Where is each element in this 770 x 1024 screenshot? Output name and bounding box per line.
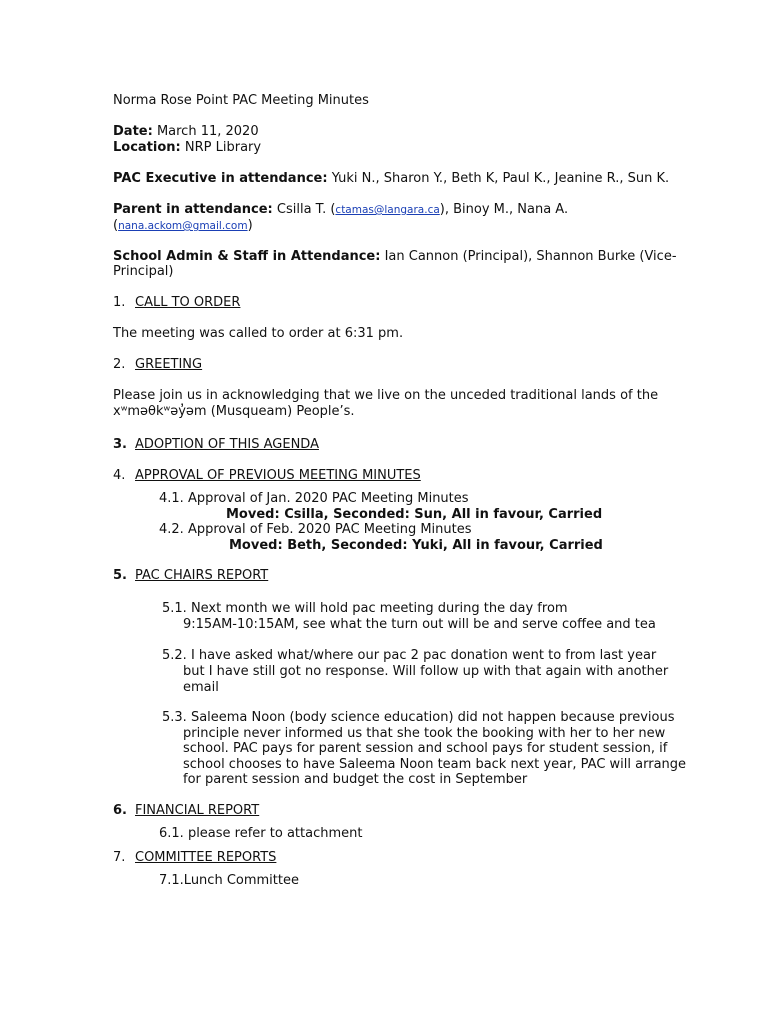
executive-value: Yuki N., Sharon Y., Beth K, Paul K., Jeanine R., Sun K. (331, 171, 670, 186)
staff-value: Ian Cannon (Principal), Shannon Burke (Vice- (384, 249, 677, 264)
list-item-5-3-cont: principle never informed us that she took the booking with her to her new (183, 726, 666, 741)
section-title: APPROVAL OF PREVIOUS MEETING MINUTES (135, 468, 421, 483)
section-title: GREETING (135, 357, 203, 372)
list-item-4-2: 4.2. Approval of Feb. 2020 PAC Meeting Minutes (159, 522, 472, 537)
staff-label: School Admin & Staff in Attendance: (113, 249, 381, 264)
section-number: 1. (113, 295, 126, 310)
motion-4-1: Moved: Csilla, Seconded: Sun, All in favour, Carried (226, 507, 603, 522)
staff-line (113, 249, 677, 265)
section-number: 7. (113, 850, 126, 865)
date-label: Date: (113, 124, 153, 139)
parent-rest: ), Binoy M., Nana A. (439, 202, 569, 217)
executive-label: PAC Executive in attendance: (113, 171, 328, 186)
section-title: COMMITTEE REPORTS (135, 850, 277, 865)
list-item-6-1: 6.1. please refer to attachment (159, 826, 363, 841)
document-title: Norma Rose Point PAC Meeting Minutes (113, 93, 369, 108)
section-number: 5. (113, 568, 127, 583)
email-link-nana[interactable]: nana.ackom@gmail.com (118, 220, 248, 232)
section-title: FINANCIAL REPORT (135, 803, 260, 818)
motion-4-2: Moved: Beth, Seconded: Yuki, All in favour, Carried (229, 538, 603, 553)
list-item-5-3-cont: for parent session and budget the cost in September (183, 772, 528, 787)
section-number: 6. (113, 803, 127, 818)
list-item-5-2: 5.2. I have asked what/where our pac 2 pac donation went to from last year (162, 648, 657, 663)
section-heading-3 (113, 437, 319, 453)
section-heading-2 (113, 357, 202, 373)
parent-line (113, 202, 568, 218)
list-item-5-2-cont: email (183, 680, 219, 695)
parent-name: Csilla T. ( (276, 202, 336, 217)
list-item-5-1-cont: 9:15AM-10:15AM, see what the turn out will be and serve coffee and tea (183, 617, 656, 632)
section-title: ADOPTION OF THIS AGENDA (135, 437, 319, 452)
list-item-5-3-cont: school chooses to have Saleema Noon team back next year, PAC will arrange (183, 757, 687, 772)
land-acknowledgement-line-1: Please join us in acknowledging that we live on the unceded traditional lands of the (113, 388, 659, 403)
list-item-5-2-cont: but I have still got no response. Will follow up with that again with another (183, 664, 669, 679)
list-item-5-1: 5.1. Next month we will hold pac meeting during the day from (162, 601, 568, 616)
section-body-1: The meeting was called to order at 6:31 pm. (113, 326, 404, 341)
date-line (113, 124, 259, 140)
list-item-5-3-cont: school. PAC pays for parent session and school pays for student session, if (183, 741, 668, 756)
section-title: CALL TO ORDER (135, 295, 241, 310)
executive-line (113, 171, 669, 187)
location-line (113, 140, 261, 156)
section-heading-4 (113, 468, 421, 484)
list-item-5-3: 5.3. Saleema Noon (body science education) did not happen because previous (162, 710, 675, 725)
list-item-7-1: 7.1.Lunch Committee (159, 873, 299, 888)
parent-label: Parent in attendance: (113, 202, 273, 217)
staff-line-2: Principal) (113, 264, 174, 279)
section-number: 3. (113, 437, 127, 452)
section-number: 4. (113, 468, 126, 483)
section-heading-5 (113, 568, 268, 584)
date-value: March 11, 2020 (156, 124, 259, 139)
location-value: NRP Library (184, 140, 262, 155)
location-label: Location: (113, 140, 181, 155)
list-item-4-1: 4.1. Approval of Jan. 2020 PAC Meeting Minutes (159, 491, 469, 506)
section-title: PAC CHAIRS REPORT (135, 568, 269, 583)
paren-open: ( (113, 218, 119, 233)
email-link-csilla[interactable]: ctamas@langara.ca (335, 204, 440, 216)
land-acknowledgement-line-2: xʷməθkʷəy̓əm (Musqueam) People’s. (113, 404, 355, 419)
section-heading-1 (113, 295, 240, 311)
section-heading-7 (113, 850, 276, 866)
section-heading-6 (113, 803, 259, 819)
parent-line-2 (113, 218, 253, 234)
section-number: 2. (113, 357, 126, 372)
paren-close: ) (247, 218, 253, 233)
